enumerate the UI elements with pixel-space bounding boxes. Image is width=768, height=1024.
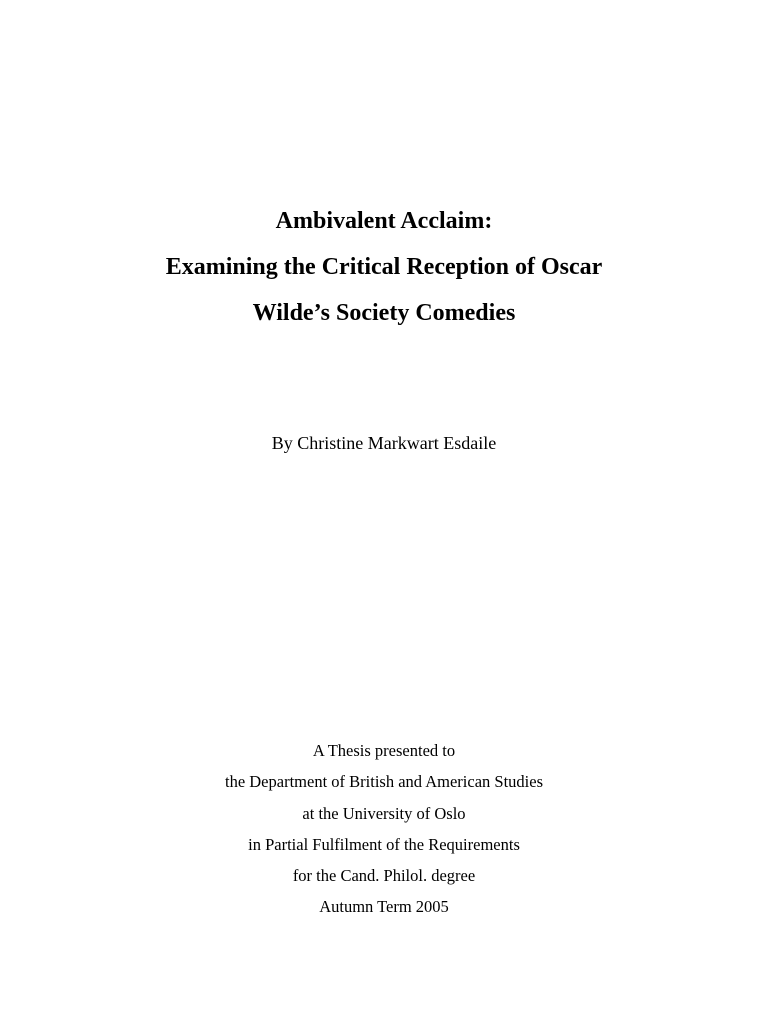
statement-line: in Partial Fulfilment of the Requirements	[248, 834, 520, 854]
statement-line: Autumn Term 2005	[319, 897, 449, 917]
statement-line: the Department of British and American Studies	[224, 772, 543, 792]
title-line: Ambivalent Acclaim:	[275, 208, 493, 234]
title-line: Wilde’s Society Comedies	[252, 300, 516, 326]
title-line: Examining the Critical Reception of Oscar	[165, 254, 603, 280]
statement-line: at the University of Oslo	[302, 803, 466, 823]
thesis-title	[0, 198, 768, 336]
statement-line: A Thesis presented to	[312, 741, 456, 760]
submission-statement	[0, 735, 768, 923]
statement-line: for the Cand. Philol. degree	[292, 866, 476, 886]
author-byline: By Christine Markwart Esdaile	[271, 433, 497, 453]
